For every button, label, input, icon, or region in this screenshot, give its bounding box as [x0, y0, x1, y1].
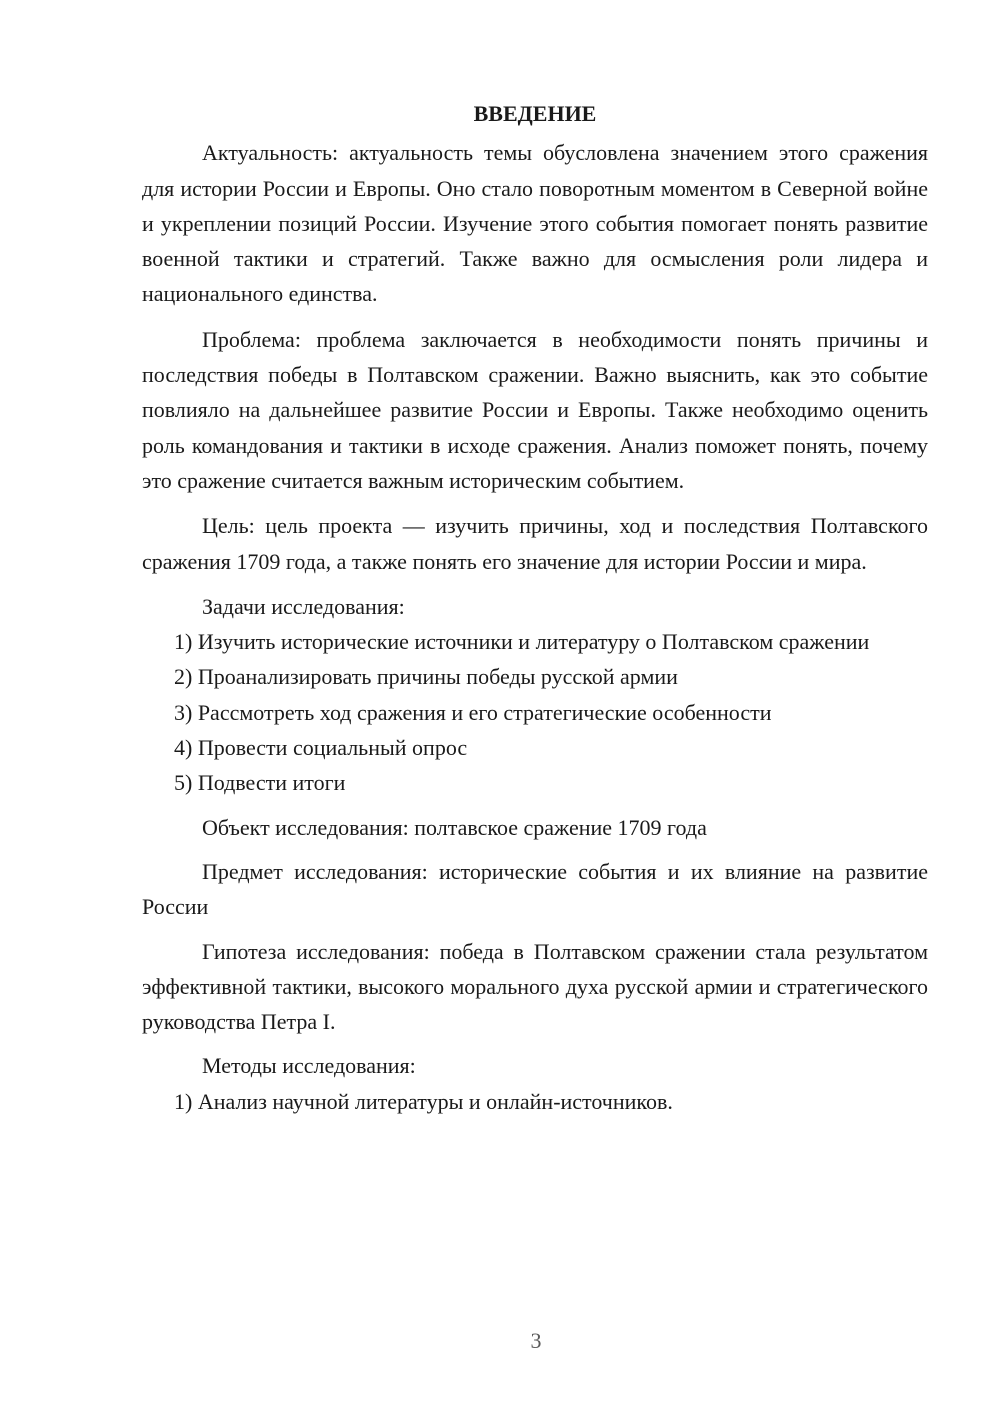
- task-item-5: 5) Подвести итоги: [174, 770, 346, 796]
- section-title: ВВЕДЕНИЕ: [473, 101, 597, 126]
- task-item-3: 3) Рассмотреть ход сражения и его стратегические особенности: [174, 699, 772, 725]
- paragraph-object: Объект исследования: полтавское сражение 1709 года: [202, 814, 707, 840]
- task-item-4: 4) Провести социальный опрос: [174, 735, 468, 761]
- task-item-2: 2) Проанализировать причины победы русской армии: [174, 664, 678, 690]
- paragraph-relevance: Актуальность: актуальность темы обусловлена значением этого сражения для истории России и Европы. Оно стало поворотным моментом в Северной войне и укреплении позиций России. Изучение этого события помогает понять развитие военной тактики и стратегий. Также важно для осмысления роли лидера и национального единства.: [142, 140, 928, 307]
- paragraph-hypothesis: Гипотеза исследования: победа в Полтавском сражении стала результатом эффективной тактики, высокого морального духа русской армии и стратегического руководства Петра I.: [142, 938, 928, 1035]
- task-item-1: 1) Изучить исторические источники и литературу о Полтавском сражении: [174, 629, 870, 655]
- tasks-heading: Задачи исследования:: [202, 593, 405, 619]
- paragraph-problem: Проблема: проблема заключается в необходимости понять причины и последствия победы в Полтавском сражении. Важно выяснить, как это событие повлияло на дальнейшее развитие России и Европы. Также необходимо оценить роль командования и тактики в исходе сражения. Анализ поможет понять, почему это сражение считается важным историческим событием.: [142, 326, 928, 493]
- method-item-1: 1) Анализ научной литературы и онлайн-источников.: [174, 1088, 673, 1114]
- page-number: 3: [530, 1328, 542, 1353]
- paragraph-subject: Предмет исследования: исторические события и их влияние на развитие России: [142, 858, 928, 920]
- methods-heading: Методы исследования:: [202, 1053, 416, 1079]
- document-page: [142, 96, 928, 1119]
- paragraph-goal: Цель: цель проекта — изучить причины, ход и последствия Полтавского сражения 1709 года, а также понять его значение для истории России и мира.: [142, 513, 928, 574]
